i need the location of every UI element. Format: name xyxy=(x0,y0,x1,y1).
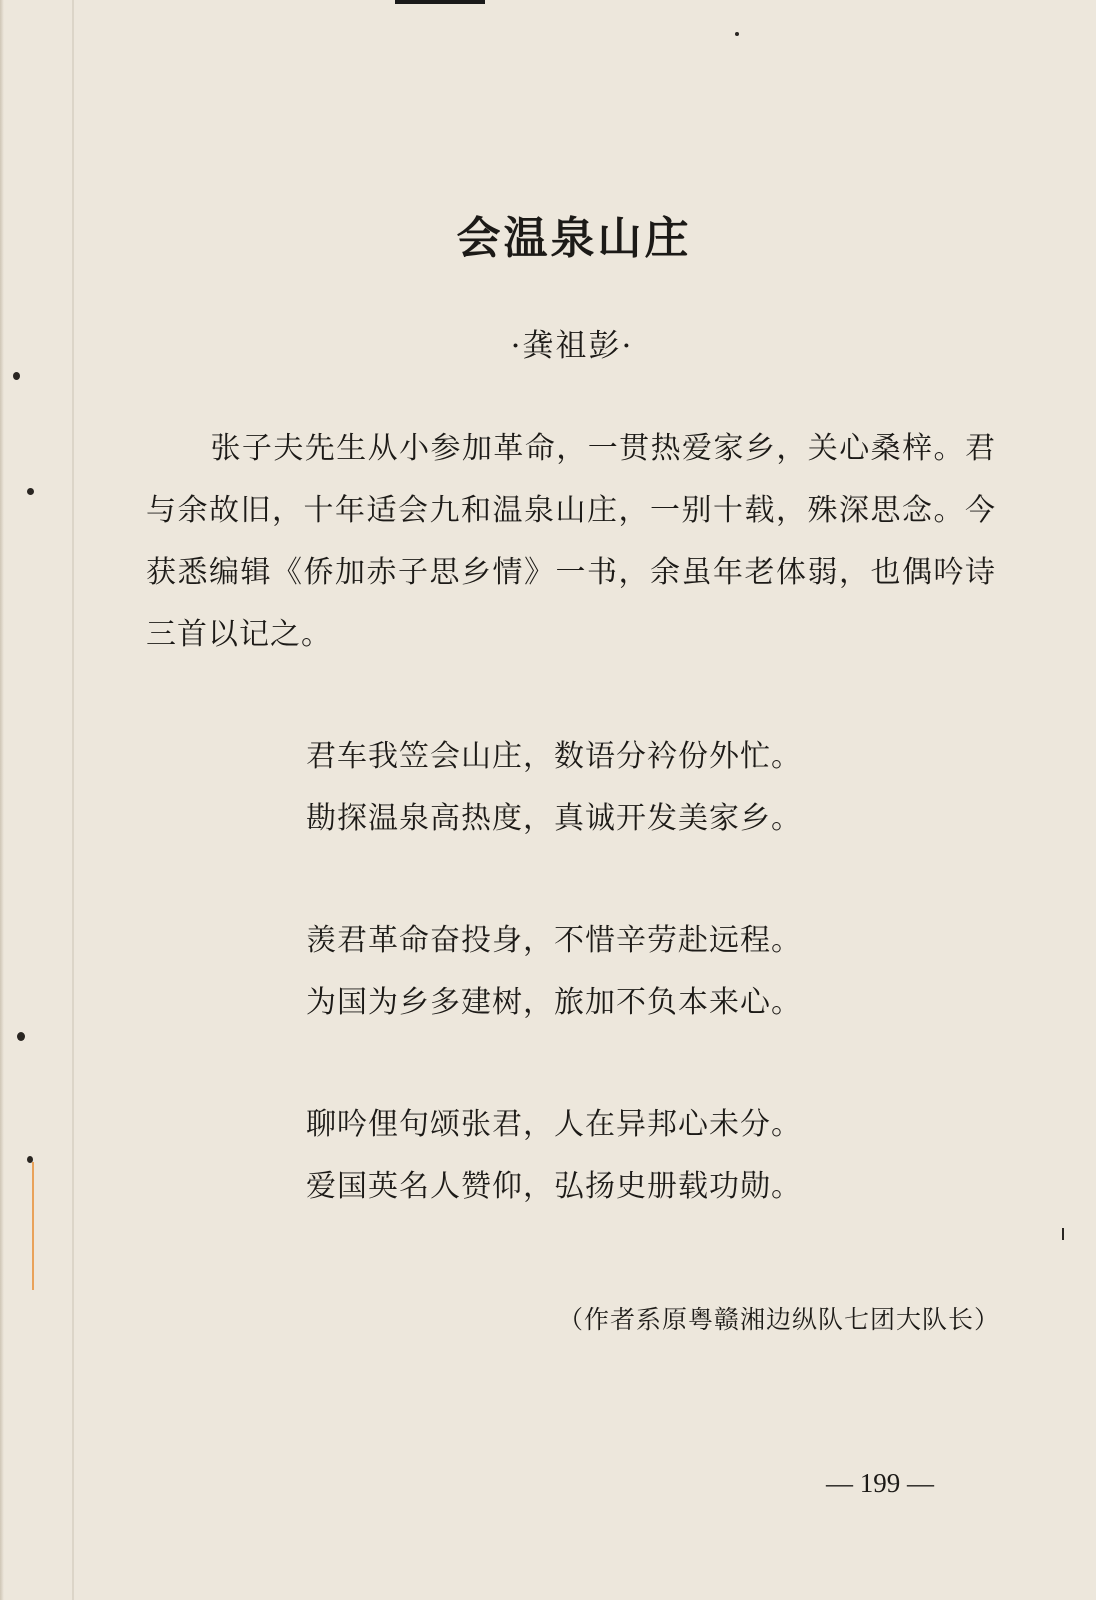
margin-ink-mark xyxy=(32,1162,34,1290)
poem-stanza xyxy=(306,1094,866,1218)
poem-line: 君车我笠会山庄，数语分衿份外忙。 xyxy=(306,739,802,774)
poem-stanza xyxy=(306,726,866,850)
binding-hole xyxy=(27,488,34,495)
binding-hole xyxy=(27,1156,33,1163)
author-name: ·龚祖彭· xyxy=(510,328,634,364)
poem-line: 爱国英名人赞仰，弘扬史册载功勋。 xyxy=(306,1169,802,1204)
page-edge-mark xyxy=(395,0,485,4)
page-title: 会温泉山庄 xyxy=(456,213,692,264)
dust-speck xyxy=(1062,1228,1064,1240)
binding-hole xyxy=(13,372,20,380)
page-number: — 199 — xyxy=(826,1468,934,1498)
dust-speck xyxy=(735,32,739,36)
intro-text: 张子夫先生从小参加革命，一贯热爱家乡，关心桑梓。君与余故旧，十年适会九和温泉山庄，一别十载，殊深思念。今获悉编辑《侨加赤子思乡情》一书，余虽年老体弱，也偶吟诗三首以记之。 xyxy=(146,431,996,652)
binding-hole xyxy=(17,1032,25,1041)
author-footnote: （作者系原粤赣湘边纵队七团大队长） xyxy=(557,1305,1000,1334)
poem-stanza xyxy=(306,910,866,1034)
poem-line: 聊吟俚句颂张君，人在异邦心未分。 xyxy=(306,1107,802,1142)
poem-line: 勘探温泉高热度，真诚开发美家乡。 xyxy=(306,801,802,836)
poem-line: 为国为乡多建树，旅加不负本来心。 xyxy=(306,985,802,1020)
intro-paragraph xyxy=(146,418,996,666)
poem-line: 羡君革命奋投身，不惜辛劳赴远程。 xyxy=(306,923,802,958)
